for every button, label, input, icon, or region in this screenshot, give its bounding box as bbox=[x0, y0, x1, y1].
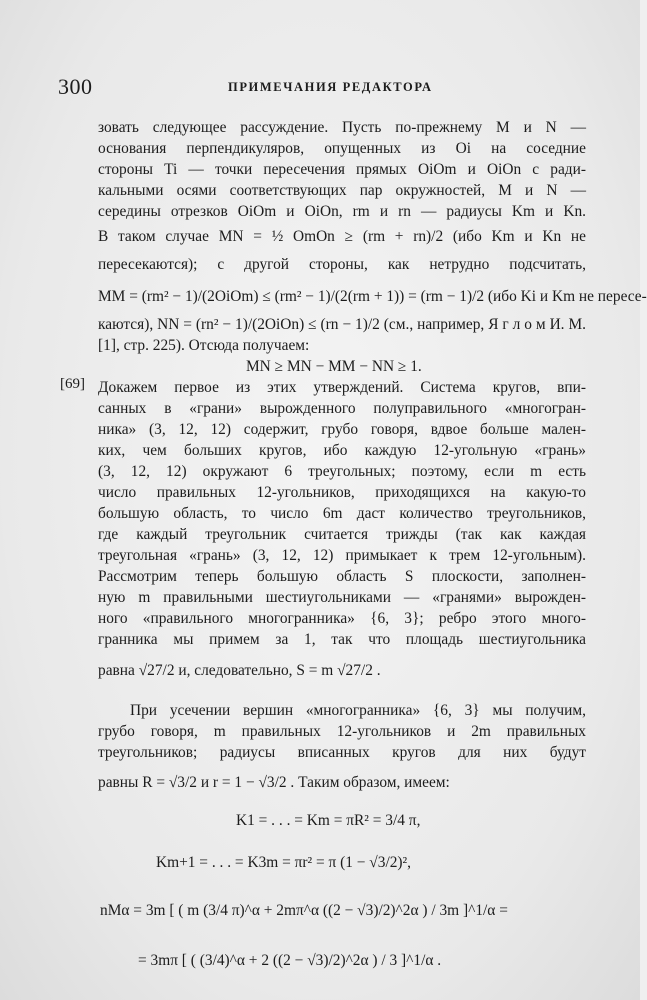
text-line: равны R = √3/2 и r = 1 − √3/2 . Таким образом, имеем: bbox=[98, 774, 450, 791]
text-line: треугольников; радиусы вписанных кругов для них будут bbox=[98, 744, 586, 761]
text-line: основания перпендикуляров, опущенных из Oi на соседние bbox=[98, 140, 586, 157]
equation: K1 = . . . = Km = πR² = 3/4 π, bbox=[236, 812, 421, 829]
equation: = 3mπ [ ( (3/4)^α + 2 ((2 − √3)/2)^2α ) / 3 ]^1/α . bbox=[138, 952, 442, 969]
running-title: ПРИМЕЧАНИЯ РЕДАКТОРА bbox=[228, 80, 433, 94]
text-line: зовать следующее рассуждение. Пусть по-прежнему M и N — bbox=[98, 119, 586, 136]
text-line: каются), NN = (rn² − 1)/(2OiOn) ≤ (rn − 1)/2 (см., например, Я г л о м И. М. bbox=[98, 316, 586, 333]
text-line: В таком случае MN = ½ OmOn ≥ (rm + rn)/2 (ибо Km и Kn не bbox=[98, 228, 586, 245]
text-line: стороны Ti — точки пересечения прямых OiOm и OiOn с ради- bbox=[98, 161, 586, 178]
text-line: При усечении вершин «многогранника» {6, 3} мы получим, bbox=[130, 702, 586, 719]
text-line: где каждый треугольник считается трижды (так как каждая bbox=[98, 526, 586, 543]
text-line: ного «правильного многогранника» {6, 3}; ребро этого много- bbox=[98, 610, 586, 627]
text-line: ную m правильными шестиугольниками — «гранями» вырожден- bbox=[98, 589, 586, 606]
text-line: ника» (3, 12, 12) содержит, грубо говоря, вдвое больше мален- bbox=[98, 421, 586, 438]
equation: nMα = 3m [ ( m (3/4 π)^α + 2mπ^α ((2 − √3)/2)^2α ) / 3m ]^1/α = bbox=[100, 902, 508, 919]
text-line: (3, 12, 12) окружают 6 треугольных; поэтому, если m есть bbox=[98, 463, 586, 480]
equation: Km+1 = . . . = K3m = πr² = π (1 − √3/2)², bbox=[156, 854, 412, 871]
text-line: Рассмотрим теперь большую область S плоскости, заполнен- bbox=[98, 568, 586, 585]
text-line: ких, чем больших кругов, ибо каждую 12-угольную «грань» bbox=[98, 442, 586, 459]
text-line: пересекаются); с другой стороны, как нетрудно подсчитать, bbox=[98, 256, 586, 273]
text-line: равна √27/2 и, следовательно, S = m √27/2 . bbox=[98, 662, 381, 679]
text-line: грубо говоря, m правильных 12-угольников и 2m правильных bbox=[98, 723, 586, 740]
text-line: число правильных 12-угольников, приходящихся на какую-то bbox=[98, 484, 586, 501]
text-line: треугольная «грань» (3, 12, 12) примыкает к трем 12-угольным). bbox=[98, 547, 586, 564]
text-line: кальными осями соответствующих пар окружностей, M и N — bbox=[98, 182, 586, 199]
text-line: Докажем первое из этих утверждений. Система кругов, впи- bbox=[98, 379, 586, 396]
text-line: гранника мы примем за 1, так что площадь шестиугольника bbox=[98, 631, 586, 648]
page-number: 300 bbox=[58, 74, 93, 99]
note-marker: [69] bbox=[60, 376, 85, 392]
text-line: середины отрезков OiOm и OiOn, rm и rn — радиусы Km и Kn. bbox=[98, 203, 586, 220]
text-line: MM = (rm² − 1)/(2OiOm) ≤ (rm² − 1)/(2(rm + 1)) = (rm − 1)/2 (ибо Ki и Km не пересе- bbox=[98, 288, 647, 305]
equation: MN ≥ MN − MM − NN ≥ 1. bbox=[246, 358, 422, 375]
text-line: большую область, то число 6m даст количество треугольников, bbox=[98, 505, 586, 522]
text-line: санных в «грани» вырожденного полуправильного «многогран- bbox=[98, 400, 586, 417]
text-line: [1], стр. 225). Отсюда получаем: bbox=[98, 337, 310, 354]
